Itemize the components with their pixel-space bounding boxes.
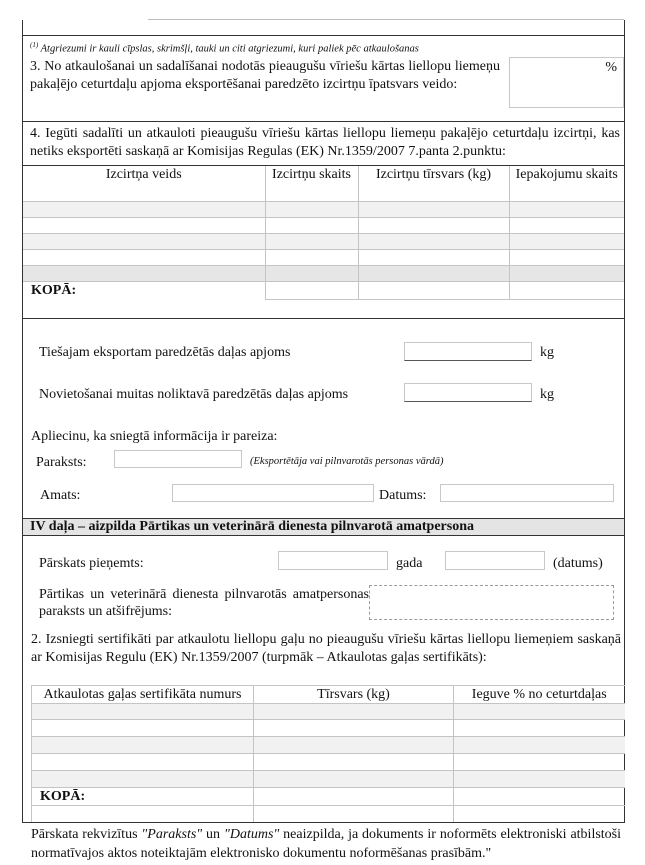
section-iv-header bbox=[23, 518, 624, 536]
table-cell[interactable] bbox=[358, 233, 509, 249]
top-divider bbox=[148, 19, 624, 20]
table-row bbox=[32, 720, 625, 737]
table-cell[interactable] bbox=[454, 806, 625, 823]
table-cell[interactable] bbox=[358, 217, 509, 233]
certificates-table bbox=[31, 685, 625, 823]
table-total-row bbox=[23, 281, 624, 299]
table-cell[interactable] bbox=[509, 265, 624, 281]
table-cell[interactable] bbox=[32, 737, 254, 754]
table-row bbox=[23, 217, 624, 233]
customs-warehouse-unit: kg bbox=[540, 387, 554, 402]
table-row bbox=[32, 737, 625, 754]
table-cell[interactable] bbox=[32, 771, 254, 788]
col-header-cut-count: Izcirtņu skaits bbox=[265, 166, 358, 201]
table-cell[interactable] bbox=[32, 754, 254, 771]
table-cell[interactable] bbox=[265, 217, 358, 233]
table-cell[interactable] bbox=[265, 265, 358, 281]
col-header-net-weight: Tīrsvars (kg) bbox=[254, 686, 454, 704]
percent-unit: % bbox=[605, 60, 617, 75]
closing-note-text: neaizpilda, ja dokuments ir noformēts elektroniski atbilstoši normatīvajos aktos noteiktajām elektronisko dokumentu noformēšanas prasībām." bbox=[31, 827, 622, 861]
customs-warehouse-field[interactable] bbox=[404, 383, 532, 402]
col-header-yield-percent: Ieguve % no ceturtdaļas bbox=[454, 686, 625, 704]
table-cell[interactable] bbox=[254, 737, 454, 754]
col-header-certificate-number: Atkaulotas gaļas sertifikāta numurs bbox=[32, 686, 254, 704]
total-label: KOPĀ: bbox=[32, 788, 254, 806]
direct-export-unit: kg bbox=[540, 345, 554, 360]
closing-note-text: un bbox=[202, 827, 224, 842]
table-cell[interactable] bbox=[454, 720, 625, 737]
official-signature-field[interactable] bbox=[369, 585, 614, 620]
closing-note-text: Pārskata rekvizītus bbox=[31, 827, 142, 842]
total-cut-count[interactable] bbox=[265, 281, 358, 299]
table-row bbox=[32, 771, 625, 788]
cuts-table bbox=[23, 166, 624, 300]
item4-text: 4. Iegūti sadalīti un atkauloti pieaugušu vīriešu kārtas liellopu liemeņu pakaļējo ceturtdaļu izcirtņi, kas netiks eksportēti saskaņā ar Komisijas Regulas (EK) Nr.1359/2007 7.panta 2.punktu: bbox=[30, 126, 620, 159]
signature-field[interactable] bbox=[114, 450, 242, 468]
total-net-weight[interactable] bbox=[254, 788, 454, 806]
table-cell[interactable] bbox=[23, 233, 265, 249]
table-row bbox=[32, 704, 625, 720]
table-cell[interactable] bbox=[23, 201, 265, 217]
footnote-marker: (1) bbox=[30, 41, 39, 49]
accepted-date-field[interactable] bbox=[445, 551, 545, 570]
table-cell[interactable] bbox=[454, 704, 625, 720]
total-package-count[interactable] bbox=[509, 281, 624, 299]
table-cell[interactable] bbox=[254, 754, 454, 771]
date-field[interactable] bbox=[440, 484, 614, 502]
table-cell[interactable] bbox=[358, 265, 509, 281]
total-yield-percent[interactable] bbox=[454, 788, 625, 806]
certificates-table-header bbox=[32, 686, 625, 704]
table-row bbox=[32, 806, 625, 823]
table-row bbox=[23, 233, 624, 249]
col-header-package-count: Iepakojumu skaits bbox=[509, 166, 624, 201]
table-cell[interactable] bbox=[32, 720, 254, 737]
total-net-weight[interactable] bbox=[358, 281, 509, 299]
item3-text: 3. No atkaulošanai un sadalīšanai nodotās pieaugušu vīriešu kārtas liellopu liemeņu pakaļējo ceturtdaļu apjoma eksportēšanai paredzēto izcirtņu īpatsvars veido: bbox=[30, 59, 500, 92]
table-cell[interactable] bbox=[265, 233, 358, 249]
table-cell[interactable] bbox=[254, 720, 454, 737]
position-label: Amats: bbox=[40, 488, 81, 503]
table-row bbox=[32, 754, 625, 771]
col-header-net-weight: Izcirtņu tīrsvars (kg) bbox=[358, 166, 509, 201]
date-hint-label: (datums) bbox=[553, 556, 603, 571]
table-cell[interactable] bbox=[509, 249, 624, 265]
section-divider bbox=[22, 318, 625, 319]
direct-export-label: Tiešajam eksportam paredzētās daļas apjoms bbox=[39, 345, 291, 360]
year-label: gada bbox=[396, 556, 423, 571]
table-cell[interactable] bbox=[254, 806, 454, 823]
table-cell[interactable] bbox=[254, 771, 454, 788]
table-cell[interactable] bbox=[509, 217, 624, 233]
form-bottom-border bbox=[22, 822, 625, 823]
official-signature-label: Pārtikas un veterinārā dienesta pilnvarotās amatpersonas paraksts un atšifrējums: bbox=[39, 587, 369, 619]
accepted-year-field[interactable] bbox=[278, 551, 388, 570]
section-divider bbox=[22, 35, 625, 36]
table-cell[interactable] bbox=[509, 201, 624, 217]
signature-label: Paraksts: bbox=[36, 455, 87, 470]
col-header-cut-type: Izcirtņa veids bbox=[23, 166, 265, 201]
table-row bbox=[23, 265, 624, 281]
table-cell[interactable] bbox=[265, 201, 358, 217]
table-cell[interactable] bbox=[23, 217, 265, 233]
table-cell[interactable] bbox=[509, 233, 624, 249]
section-iv-title: IV daļa – aizpilda Pārtikas un veterinārā dienesta pilnvarotā amatpersona bbox=[30, 519, 475, 534]
customs-warehouse-label: Novietošanai muitas noliktavā paredzētās daļas apjoms bbox=[39, 387, 349, 402]
table-cell[interactable] bbox=[32, 806, 254, 823]
table-row bbox=[23, 201, 624, 217]
section-divider bbox=[22, 121, 625, 122]
table-row bbox=[23, 249, 624, 265]
table-total-row bbox=[32, 788, 625, 806]
cuts-table-header bbox=[23, 166, 624, 201]
table-cell[interactable] bbox=[32, 704, 254, 720]
footnote bbox=[30, 37, 419, 58]
signature-note: (Eksportētāja vai pilnvarotās personas vārdā) bbox=[250, 456, 444, 467]
table-cell[interactable] bbox=[358, 201, 509, 217]
position-field[interactable] bbox=[172, 484, 374, 502]
table-cell[interactable] bbox=[454, 737, 625, 754]
closing-note bbox=[31, 825, 621, 863]
table-cell[interactable] bbox=[454, 754, 625, 771]
total-label: KOPĀ: bbox=[31, 282, 77, 298]
declaration-statement: Apliecinu, ka sniegtā informācija ir pareiza: bbox=[31, 429, 278, 444]
table-cell[interactable] bbox=[265, 249, 358, 265]
date-label: Datums: bbox=[379, 488, 427, 503]
form-frame-left-border bbox=[22, 20, 23, 823]
item3-percent-field[interactable] bbox=[509, 57, 624, 108]
table-cell[interactable] bbox=[454, 771, 625, 788]
table-cell[interactable] bbox=[23, 249, 265, 265]
table-cell[interactable] bbox=[358, 249, 509, 265]
footnote-text: Atgriezumi ir kauli cīpslas, skrimšļi, tauki un citi atgriezumi, kuri paliek pēc atkaulošanas bbox=[40, 43, 419, 55]
certificates-text: 2. Izsniegti sertifikāti par atkaulotu liellopu gaļu no pieaugušu vīriešu kārtas liellopu liemeņiem saskaņā ar Komisijas Regulu (EK) Nr.1359/2007 (turpmāk – Atkaulotas gaļas sertifikāts): bbox=[31, 632, 621, 665]
table-cell[interactable] bbox=[254, 704, 454, 720]
closing-note-signature-term: "Paraksts" bbox=[141, 827, 203, 842]
closing-note-date-term: "Datums" bbox=[223, 827, 280, 842]
report-accepted-label: Pārskats pieņemts: bbox=[39, 556, 144, 571]
direct-export-field[interactable] bbox=[404, 342, 532, 361]
table-cell[interactable] bbox=[23, 265, 265, 281]
